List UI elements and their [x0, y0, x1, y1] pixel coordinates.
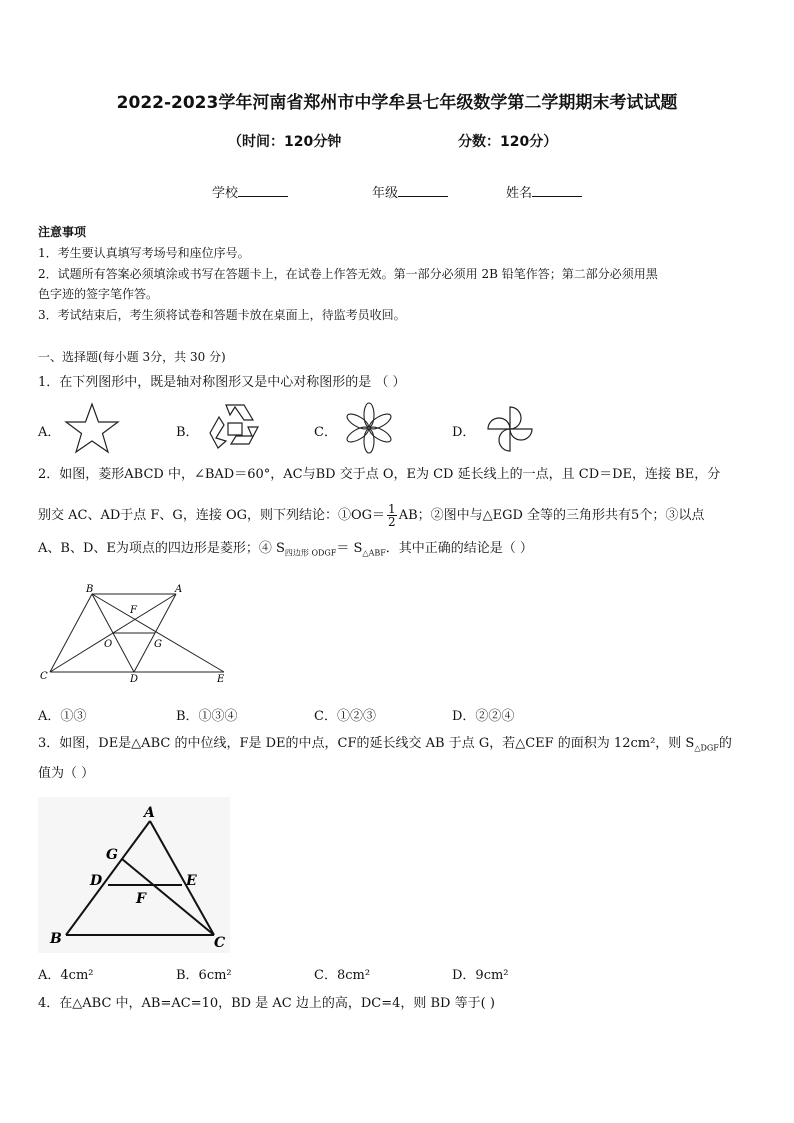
pinwheel-icon	[484, 403, 536, 455]
grade-label: 年级	[372, 186, 399, 201]
recycle-triangle-icon	[208, 403, 262, 455]
label-E: E	[186, 873, 197, 889]
label-F: F	[130, 605, 137, 616]
note-item: 1．考生要认真填写考场号和座位序号。	[38, 246, 250, 260]
label-G: G	[154, 639, 162, 650]
question-3-line2: 值为（ ）	[38, 766, 95, 781]
question-3-line1: 3．如图，DE是△ABC 的中位线，F是 DE的中点，CF的延长线交 AB 于点 G，若△CEF 的面积为 12cm²，则 $S_{\triangle DGF}$的	[38, 736, 732, 753]
star-icon	[64, 402, 120, 454]
rhombus-figure	[36, 580, 236, 684]
q2-option-d[interactable]: D．②②④	[452, 709, 515, 724]
school-blank[interactable]	[238, 184, 288, 197]
label-C: C	[214, 935, 226, 951]
label-D: D	[130, 674, 139, 684]
question-4-stem: 4．在△ABC 中，AB=AC=10，BD 是 AC 边上的高，DC=4，则 BD 等于( )	[38, 996, 495, 1011]
label-E: E	[217, 674, 225, 684]
question-2-line2	[38, 503, 704, 528]
section-heading: 一、选择题(每小题 3分，共 30 分)	[38, 350, 226, 364]
q2-text-b: AB；②图中与△EGD 全等的三角形共有5个；③以点	[398, 508, 705, 523]
fraction-half: $\frac{1}{2}$	[388, 502, 396, 529]
name-blank[interactable]	[532, 184, 582, 197]
exam-title: 2022-2023学年河南省郑州市中学牟县七年级数学第二学期期末考试试题	[116, 93, 678, 113]
note-item: 色字迹的签字笔作答。	[38, 287, 159, 301]
q2-text-a: 别交 AC、AD于点 F、G，连接 OG，则下列结论：①OG＝	[38, 508, 386, 523]
q3-option-b[interactable]: B．6cm²	[176, 968, 232, 983]
label-A: A	[175, 584, 183, 595]
label-G: G	[106, 847, 118, 863]
label-C: C	[40, 671, 48, 682]
school-field[interactable]	[212, 182, 288, 201]
question-2-line1: 2．如图，菱形ABCD 中，∠BAD＝60°，AC与BD 交于点 O，E为 CD 延长线上的一点，且 CD＝DE，连接 BE，分	[38, 467, 721, 482]
note-item: 2．试题所有答案必须填涂或书写在答题卡上，在试卷上作答无效。第一部分必须用 2B 铅笔作答；第二部分必须用黑	[38, 267, 658, 281]
label-A: A	[144, 805, 155, 821]
notes-heading: 注意事项	[38, 225, 87, 239]
q2-option-a[interactable]: A．①③	[38, 709, 87, 724]
grade-field[interactable]	[372, 182, 448, 201]
exam-score: 分数：120分）	[458, 134, 558, 150]
q3-option-a[interactable]: A．4cm²	[38, 968, 94, 983]
label-D: D	[90, 873, 103, 889]
label-B: B	[86, 584, 94, 595]
label-O: O	[104, 639, 113, 650]
q3-option-c[interactable]: C．8cm²	[314, 968, 371, 983]
question-1-stem: 1．在下列图形中，既是轴对称图形又是中心对称图形的是 （ ）	[38, 375, 406, 390]
name-field[interactable]	[506, 182, 582, 201]
school-label: 学校	[212, 186, 239, 201]
triangle-figure	[38, 797, 230, 953]
grade-blank[interactable]	[398, 184, 448, 197]
flower-icon	[344, 402, 394, 454]
q1-option-b[interactable]: B．	[176, 425, 199, 440]
exam-time: （时间：120分钟	[228, 134, 342, 150]
label-F: F	[136, 891, 146, 907]
q2-option-b[interactable]: B．①③④	[176, 709, 238, 724]
question-2-line3: A、B、D、E为项点的四边形是菱形；④ $S_{四边形 ODGF}= S_{\triangle ABF}$．其中正确的结论是（ ）	[38, 541, 533, 558]
q1-option-c[interactable]: C．	[314, 425, 337, 440]
label-B: B	[50, 931, 62, 947]
q1-option-a[interactable]: A．	[38, 425, 61, 440]
q2-option-c[interactable]: C．①②③	[314, 709, 376, 724]
q3-option-d[interactable]: D．9cm²	[452, 968, 509, 983]
note-item: 3．考试结束后，考生须将试卷和答题卡放在桌面上，待监考员收回。	[38, 308, 406, 322]
q1-option-d[interactable]: D．	[452, 425, 476, 440]
name-label: 姓名	[506, 186, 533, 201]
